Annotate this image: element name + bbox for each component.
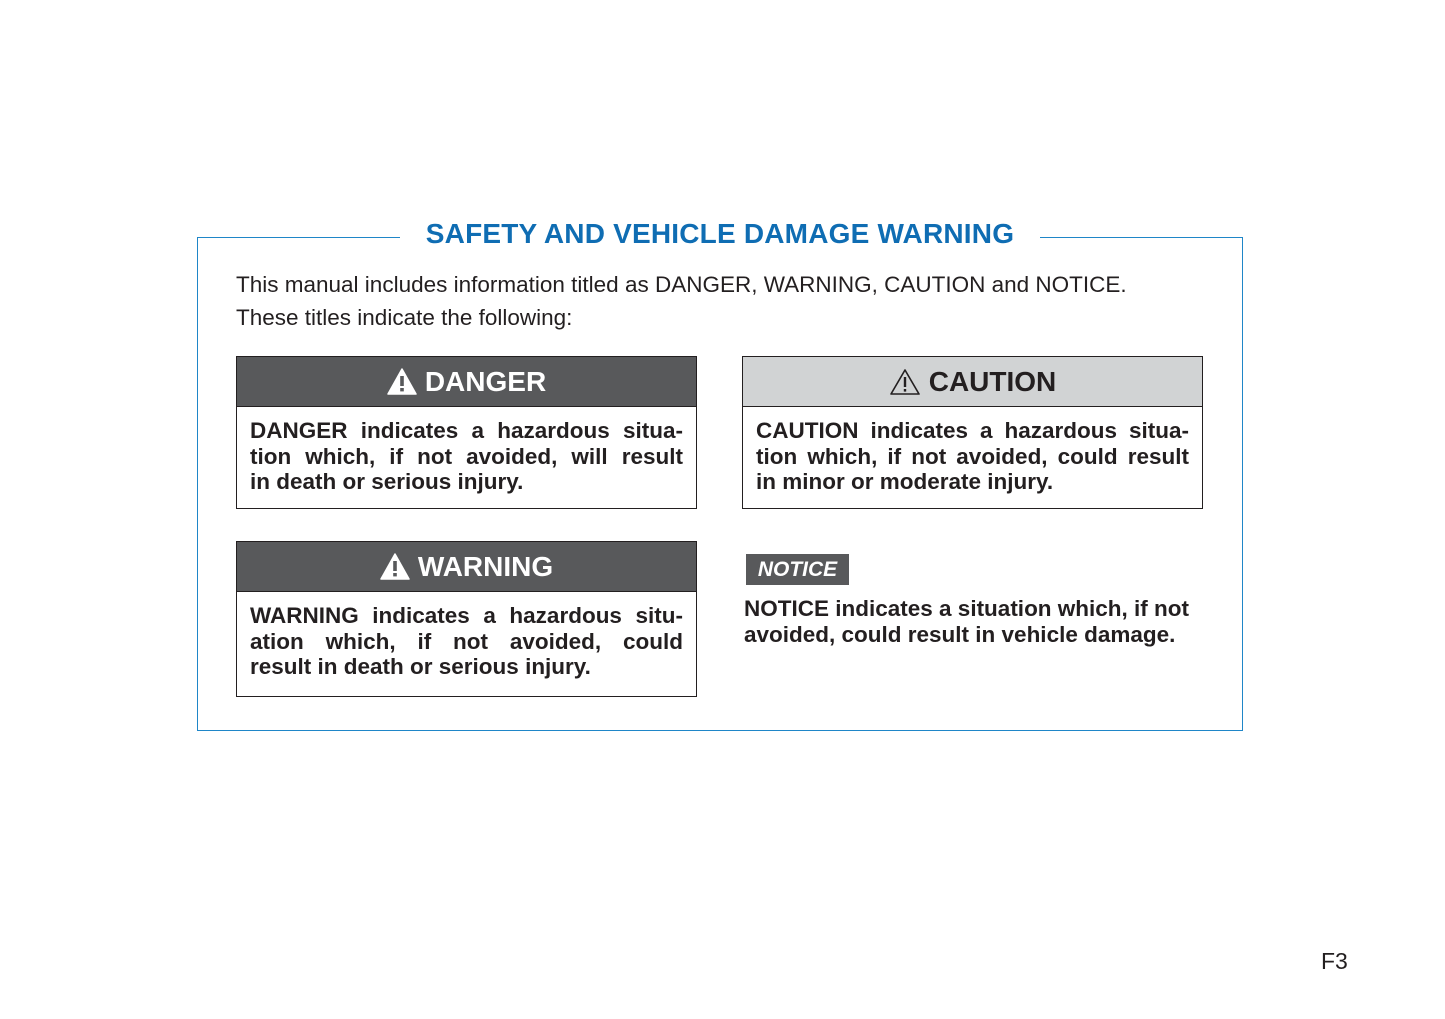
danger-line-3: in death or serious injury. xyxy=(250,469,524,494)
warning-line-1: WARNING indicates a hazardous situ- xyxy=(250,603,683,628)
notice-line-2: avoided, could result in vehicle damage. xyxy=(744,622,1176,647)
warning-line-3: result in death or serious injury. xyxy=(250,654,591,679)
danger-description xyxy=(237,407,696,506)
notice-line-1: NOTICE indicates a situation which, if not xyxy=(744,596,1190,621)
warning-line-2: ation which, if not avoided, could xyxy=(250,628,683,654)
intro-line-1: This manual includes information titled as DANGER, WARNING, CAUTION and NOTICE. xyxy=(236,272,1127,297)
intro-text xyxy=(236,268,1226,334)
intro-line-2: These titles indicate the following: xyxy=(236,305,573,330)
warning-header xyxy=(237,542,696,592)
caution-title: CAUTION xyxy=(928,365,1057,397)
caution-line-3: in minor or moderate injury. xyxy=(756,469,1054,494)
danger-line-1: DANGER indicates a hazardous situa- xyxy=(250,418,683,443)
notice-tag: NOTICE xyxy=(746,554,849,585)
warning-title: WARNING xyxy=(417,550,554,582)
danger-line-2: tion which, if not avoided, will result xyxy=(250,443,683,469)
caution-description xyxy=(743,407,1202,506)
danger-title: DANGER xyxy=(424,365,547,397)
warning-triangle-icon xyxy=(387,368,417,395)
caution-line-2: tion which, if not avoided, could result xyxy=(756,443,1189,469)
caution-triangle-icon xyxy=(889,368,921,396)
page-number: F3 xyxy=(1321,948,1348,974)
caution-line-1: CAUTION indicates a hazardous situa- xyxy=(756,418,1189,443)
caution-header xyxy=(743,357,1202,407)
section-heading: SAFETY AND VEHICLE DAMAGE WARNING xyxy=(400,214,1040,254)
warning-triangle-icon xyxy=(380,553,410,580)
caution-box xyxy=(742,356,1203,509)
notice-description xyxy=(744,596,1214,648)
warning-description xyxy=(237,592,696,691)
danger-box xyxy=(236,356,697,509)
danger-header xyxy=(237,357,696,407)
warning-box xyxy=(236,541,697,697)
